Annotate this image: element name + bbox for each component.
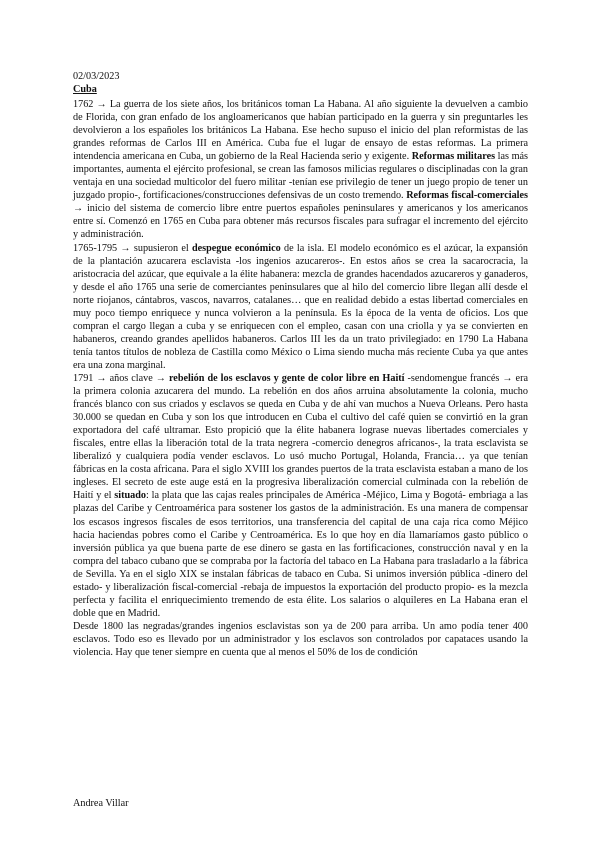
bold-term: Reformas militares: [411, 151, 496, 163]
bold-term: rebelión de los esclavos y gente de color libre en Haití: [168, 372, 405, 384]
bold-term: situado: [114, 490, 146, 502]
paragraph-text: 1762 → La guerra de los siete años, los británicos toman La Habana. Al año siguiente la devuelven a cambio de Florida, con gran enfado de los angloamericanos que habían participado en la guerra y sin preguntarles les devolvieron a los españoles los británicos La Habana. Ese hecho supuso el inicio del plan reformistas de las grandes reformas de Carlos III en América. Cuba fue el lugar de ensayo de estas reformas. La primera intendencia americana en Cuba, un gobierno de la Real Hacienda serio y exigente.: [73, 99, 528, 163]
paragraph-text: 1765-1795 → supusieron el: [73, 242, 192, 254]
document-date: 02/03/2023: [73, 71, 120, 82]
document-header: [73, 70, 528, 96]
paragraph-text: las más importantes, aumenta el ejército profesional, se crean las famosos milicias regulares o disciplinadas con la gran ventaja en una sociedad multicolor del fuero militar -tenían ese privilegio de tener un juego propio de tener un juzgado propio-, fortificaciones/construcciones defensivas de un costo tremendo.: [73, 151, 528, 202]
bold-term: despegue económico: [191, 242, 281, 254]
paragraph-text: → inicio del sistema de comercio libre entre puertos españoles peninsulares y americanos y los americanos entre sí. Comenzó en 1765 en Cuba para obtener más recursos fiscales para sufragar el incremento del ejército y administración.: [73, 203, 528, 241]
document-title: Cuba: [73, 84, 97, 96]
document-paragraph: [73, 620, 528, 659]
document-footer-author: Andrea Villar: [73, 798, 129, 809]
paragraph-text: 1791 → años clave →: [73, 372, 169, 384]
paragraph-text: -sendomengue francés → era la primera colonia azucarera del mundo. La rebelión en dos años arruina absolutamente la colonia, mucho francés blanco con sus criados y esclavos se queda en Cuba y de ahí van muchos a Nueva Orleans. Pero hasta 30.000 se quedan en Cuba y son los que introducen en Cuba el cultivo del café quien se convirtió en la gran exportadora del café ultramar. Esto propició que la élite habanera lograse nuevas libertades comerciales y fiscales, entre ellas la liberación total de la trata negrera -comercio denegros africanos-, la trata esclavista se liberalizó y cualquiera podía vender esclavos. Lo usó mucho Portugal, Holanda, Francia… ya que tenían fábricas en la costa africana. Para el siglo XVIII los grandes puertos de la trata esclavista estaban a mano de los ingleses. El secreto de este auge está en la progresiva liberalización comercial culminada con la rebelión de Haití y el: [73, 372, 528, 502]
document-paragraph: [73, 242, 528, 372]
paragraph-text: : la plata que las cajas reales principales de América -Méjico, Lima y Bogotá- embriaga a las plazas del Caribe y Centroamérica para sostener los gastos de la administración. Es una manera de compensar los escasos ingresos fiscales de esos territorios, una transferencia del capital de una caja rica como Méjico hacia haciendas pobres como el Caribe y Centroamérica. Es lo que hoy en día llamaríamos gasto público o inversión pública ya que buena parte de ese dinero se gasta en las fortificaciones, construcción naval y en la compra del tabaco cubano que se compraba por la factoría del tabaco en La Habana para trasladarlo a la fábrica de Sevilla. Ya en el siglo XIX se instalan fábricas de tabaco en Cuba. Si unimos inversión pública -dinero del estado- y liberalización fiscal-comercial -rebaja de impuestos la exportación del producto propio- es la mezcla perfecta y facilita el enriquecimiento tremendo de esta élite. Los salarios o alquileres en La Habana eran el doble que en Madrid.: [73, 490, 528, 619]
paragraph-text: Desde 1800 las negradas/grandes ingenios esclavistas son ya de 200 para arriba. Un amo podía tener 400 esclavos. Todo eso es llevado por un administrador y los esclavos son controlados por capataces usando la violencia. Hay que tener siempre en cuenta que al menos el 50% de los de condición: [73, 620, 528, 658]
bold-term: Reformas fiscal-comerciales: [406, 190, 528, 202]
paragraph-text: de la isla. El modelo económico es el azúcar, la expansión de la plantación azucarera esclavista -los ingenios azucareros-. En estos años se crea la sacarocracia, la aristocracia del azúcar, que equivale a la élite habanera: mezcla de grandes hacendados azucareros y ganaderos, y desde el año 1765 una serie de comerciantes peninsulares que al hilo del comercio libre llegan allí desde el norte riojanos, cántabros, vascos, navarros, catalanes… que en realidad debido a estas libertad comerciales en muy poco tiempo enriquece y nunca volvieron a la península. Es la época de la venta de oficios. Los que compran el cargo llegan a cuba y se enriquecen con el empleo, casan con una criolla y ya se convierten en habaneros, creando grandes apellidos habaneros. Carlos III les da un trato privilegiado: en 1790 La Habana tenía tantos títulos de nobleza de Castilla como México o Lima siendo mucha más reciente Cuba ya que antes era una zona marginal.: [73, 242, 528, 371]
document-paragraph: [73, 372, 528, 620]
document-paragraph: [73, 98, 528, 242]
document-body: [73, 98, 528, 659]
